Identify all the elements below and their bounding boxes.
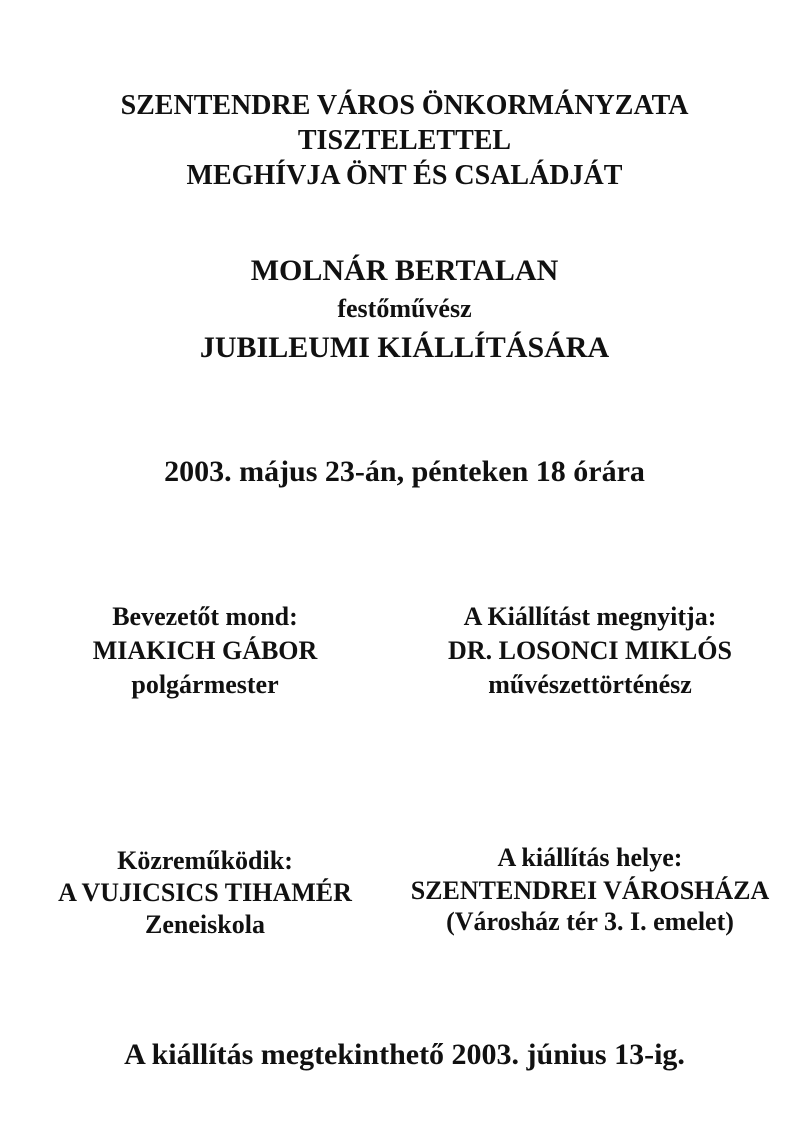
intro-speaker-title: polgármester <box>131 670 279 699</box>
artist-profession: festőművész <box>337 294 472 323</box>
venue-block <box>400 0 780 950</box>
venue-address: (Városház tér 3. I. emelet) <box>446 907 734 936</box>
opener-name: DR. LOSONCI MIKLÓS <box>448 636 732 665</box>
participant-block <box>20 0 390 950</box>
event-date: 2003. május 23-án, pénteken 18 órára <box>164 455 645 488</box>
intro-label: Bevezetőt mond: <box>112 602 298 631</box>
header-line-3: MEGHÍVJA ÖNT ÉS CSALÁDJÁT <box>186 160 623 191</box>
venue-label: A kiállítás helye: <box>497 843 683 872</box>
artist-name: MOLNÁR BERTALAN <box>250 254 559 287</box>
exhibition-title: JUBILEUMI KIÁLLÍTÁSÁRA <box>199 331 610 364</box>
header-line-2: TISZTELETTEL <box>297 125 512 156</box>
header-line-1: SZENTENDRE VÁROS ÖNKORMÁNYZATA <box>120 90 689 121</box>
venue-name: SZENTENDREI VÁROSHÁZA <box>410 876 770 905</box>
participant-name: A VUJICSICS TIHAMÉR <box>58 878 352 907</box>
closing-line: A kiállítás megtekinthető 2003. június 13-ig. <box>124 1038 685 1071</box>
participant-title: Zeneiskola <box>145 910 265 939</box>
opener-title: művészettörténész <box>488 670 692 699</box>
intro-speaker-name: MIAKICH GÁBOR <box>92 636 318 665</box>
participant-label: Közreműködik: <box>117 846 293 875</box>
opener-label: A Kiállítást megnyitja: <box>463 602 717 631</box>
